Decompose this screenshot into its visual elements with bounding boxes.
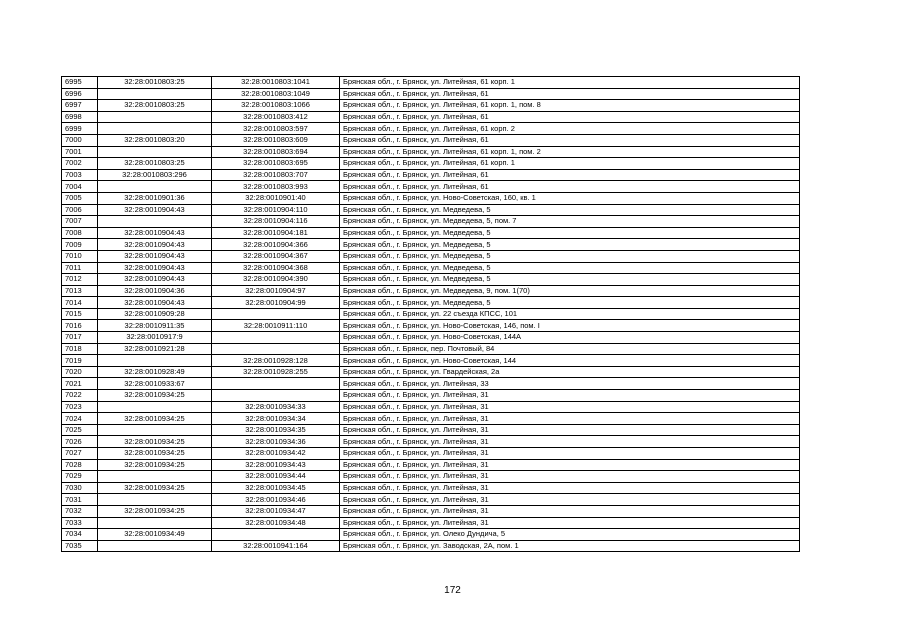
address-cell: Брянская обл., г. Брянск, пер. Почтовый, 84 — [340, 343, 800, 355]
object-number-cell — [212, 390, 340, 402]
row-number-cell: 7029 — [62, 471, 98, 483]
table-row — [62, 216, 800, 228]
object-number-cell: 32:28:0010934:33 — [212, 401, 340, 413]
row-number-cell: 6999 — [62, 123, 98, 135]
parcel-number-cell: 32:28:0010803:25 — [98, 100, 212, 112]
parcel-number-cell — [98, 401, 212, 413]
table-row — [62, 100, 800, 112]
row-number-cell: 7003 — [62, 169, 98, 181]
address-cell: Брянская обл., г. Брянск, ул. Литейная, 31 — [340, 517, 800, 529]
row-number-cell: 7010 — [62, 250, 98, 262]
table-row — [62, 401, 800, 413]
object-number-cell: 32:28:0010934:35 — [212, 424, 340, 436]
address-cell: Брянская обл., г. Брянск, ул. Медведева, 5 — [340, 239, 800, 251]
object-number-cell: 32:28:0010934:46 — [212, 494, 340, 506]
parcel-number-cell: 32:28:0010934:49 — [98, 529, 212, 541]
address-cell: Брянская обл., г. Брянск, ул. Медведева, 5 — [340, 274, 800, 286]
table-row — [62, 355, 800, 367]
parcel-number-cell — [98, 471, 212, 483]
parcel-number-cell: 32:28:0010934:25 — [98, 448, 212, 460]
object-number-cell: 32:28:0010803:609 — [212, 134, 340, 146]
address-cell: Брянская обл., г. Брянск, ул. Литейная, 61 корп. 2 — [340, 123, 800, 135]
object-number-cell: 32:28:0010904:99 — [212, 297, 340, 309]
parcel-number-cell: 32:28:0010921:28 — [98, 343, 212, 355]
row-number-cell: 7004 — [62, 181, 98, 193]
address-cell: Брянская обл., г. Брянск, ул. Медведева, 5 — [340, 297, 800, 309]
parcel-number-cell — [98, 355, 212, 367]
row-number-cell: 7026 — [62, 436, 98, 448]
table-row — [62, 413, 800, 425]
object-number-cell: 32:28:0010934:45 — [212, 482, 340, 494]
parcel-number-cell: 32:28:0010933:67 — [98, 378, 212, 390]
table-row — [62, 181, 800, 193]
row-number-cell: 7032 — [62, 505, 98, 517]
object-number-cell: 32:28:0010904:116 — [212, 216, 340, 228]
object-number-cell: 32:28:0010934:43 — [212, 459, 340, 471]
row-number-cell: 7002 — [62, 158, 98, 170]
table-row — [62, 134, 800, 146]
row-number-cell: 7006 — [62, 204, 98, 216]
address-cell: Брянская обл., г. Брянск, ул. Литейная, 31 — [340, 471, 800, 483]
object-number-cell: 32:28:0010803:412 — [212, 111, 340, 123]
object-number-cell: 32:28:0010941:164 — [212, 540, 340, 552]
parcel-number-cell: 32:28:0010934:25 — [98, 413, 212, 425]
table-row — [62, 505, 800, 517]
row-number-cell: 6998 — [62, 111, 98, 123]
object-number-cell — [212, 332, 340, 344]
table-row — [62, 227, 800, 239]
parcel-number-cell: 32:28:0010934:25 — [98, 482, 212, 494]
registry-table-body — [62, 77, 800, 552]
address-cell: Брянская обл., г. Брянск, ул. Ново-Советская, 144 — [340, 355, 800, 367]
row-number-cell: 7025 — [62, 424, 98, 436]
address-cell: Брянская обл., г. Брянск, ул. Заводская, 2А, пом. 1 — [340, 540, 800, 552]
row-number-cell: 7017 — [62, 332, 98, 344]
parcel-number-cell: 32:28:0010803:296 — [98, 169, 212, 181]
table-row — [62, 308, 800, 320]
row-number-cell: 6996 — [62, 88, 98, 100]
address-cell: Брянская обл., г. Брянск, ул. Литейная, 61 корп. 1 — [340, 158, 800, 170]
table-row — [62, 320, 800, 332]
object-number-cell: 32:28:0010803:707 — [212, 169, 340, 181]
table-row — [62, 123, 800, 135]
object-number-cell: 32:28:0010803:597 — [212, 123, 340, 135]
table-row — [62, 459, 800, 471]
address-cell: Брянская обл., г. Брянск, ул. Ново-Советская, 160, кв. 1 — [340, 192, 800, 204]
registry-table — [61, 76, 800, 552]
parcel-number-cell: 32:28:0010803:25 — [98, 158, 212, 170]
table-row — [62, 297, 800, 309]
object-number-cell: 32:28:0010928:255 — [212, 366, 340, 378]
object-number-cell: 32:28:0010901:40 — [212, 192, 340, 204]
object-number-cell: 32:28:0010934:48 — [212, 517, 340, 529]
table-row — [62, 274, 800, 286]
table-row — [62, 332, 800, 344]
table-row — [62, 169, 800, 181]
address-cell: Брянская обл., г. Брянск, ул. Литейная, 61 — [340, 111, 800, 123]
table-row — [62, 471, 800, 483]
object-number-cell: 32:28:0010803:695 — [212, 158, 340, 170]
parcel-number-cell: 32:28:0010904:43 — [98, 204, 212, 216]
address-cell: Брянская обл., г. Брянск, ул. Медведева, 5, пом. 7 — [340, 216, 800, 228]
parcel-number-cell: 32:28:0010928:49 — [98, 366, 212, 378]
row-number-cell: 7022 — [62, 390, 98, 402]
row-number-cell: 7028 — [62, 459, 98, 471]
object-number-cell: 32:28:0010904:367 — [212, 250, 340, 262]
row-number-cell: 7034 — [62, 529, 98, 541]
address-cell: Брянская обл., г. Брянск, ул. Медведева, 5 — [340, 250, 800, 262]
address-cell: Брянская обл., г. Брянск, ул. Литейная, 31 — [340, 448, 800, 460]
parcel-number-cell: 32:28:0010904:43 — [98, 227, 212, 239]
parcel-number-cell — [98, 494, 212, 506]
row-number-cell: 7014 — [62, 297, 98, 309]
row-number-cell: 7035 — [62, 540, 98, 552]
table-row — [62, 262, 800, 274]
object-number-cell — [212, 378, 340, 390]
address-cell: Брянская обл., г. Брянск, ул. Медведева, 5 — [340, 262, 800, 274]
object-number-cell: 32:28:0010904:181 — [212, 227, 340, 239]
table-row — [62, 436, 800, 448]
table-row — [62, 390, 800, 402]
row-number-cell: 7023 — [62, 401, 98, 413]
parcel-number-cell: 32:28:0010934:25 — [98, 390, 212, 402]
table-row — [62, 424, 800, 436]
object-number-cell — [212, 308, 340, 320]
object-number-cell: 32:28:0010911:110 — [212, 320, 340, 332]
parcel-number-cell: 32:28:0010901:36 — [98, 192, 212, 204]
table-row — [62, 77, 800, 89]
parcel-number-cell: 32:28:0010911:35 — [98, 320, 212, 332]
table-row — [62, 192, 800, 204]
table-row — [62, 158, 800, 170]
address-cell: Брянская обл., г. Брянск, ул. Олеко Дундича, 5 — [340, 529, 800, 541]
row-number-cell: 7020 — [62, 366, 98, 378]
object-number-cell: 32:28:0010904:97 — [212, 285, 340, 297]
address-cell: Брянская обл., г. Брянск, ул. Литейная, 33 — [340, 378, 800, 390]
row-number-cell: 7024 — [62, 413, 98, 425]
row-number-cell: 7008 — [62, 227, 98, 239]
address-cell: Брянская обл., г. Брянск, ул. Литейная, 31 — [340, 424, 800, 436]
table-row — [62, 146, 800, 158]
parcel-number-cell — [98, 216, 212, 228]
row-number-cell: 7016 — [62, 320, 98, 332]
parcel-number-cell: 32:28:0010904:36 — [98, 285, 212, 297]
address-cell: Брянская обл., г. Брянск, ул. Литейная, 31 — [340, 401, 800, 413]
parcel-number-cell — [98, 517, 212, 529]
row-number-cell: 7012 — [62, 274, 98, 286]
address-cell: Брянская обл., г. Брянск, ул. Медведева, 5 — [340, 227, 800, 239]
table-row — [62, 378, 800, 390]
object-number-cell: 32:28:0010934:36 — [212, 436, 340, 448]
parcel-number-cell: 32:28:0010904:43 — [98, 274, 212, 286]
address-cell: Брянская обл., г. Брянск, ул. Литейная, 31 — [340, 505, 800, 517]
row-number-cell: 7000 — [62, 134, 98, 146]
address-cell: Брянская обл., г. Брянск, ул. 22 съезда КПСС, 101 — [340, 308, 800, 320]
parcel-number-cell — [98, 181, 212, 193]
object-number-cell: 32:28:0010928:128 — [212, 355, 340, 367]
address-cell: Брянская обл., г. Брянск, ул. Медведева, 5 — [340, 204, 800, 216]
row-number-cell: 7007 — [62, 216, 98, 228]
object-number-cell: 32:28:0010803:993 — [212, 181, 340, 193]
parcel-number-cell — [98, 123, 212, 135]
table-row — [62, 540, 800, 552]
object-number-cell: 32:28:0010803:1041 — [212, 77, 340, 89]
address-cell: Брянская обл., г. Брянск, ул. Ново-Советская, 146, пом. I — [340, 320, 800, 332]
table-row — [62, 285, 800, 297]
table-row — [62, 494, 800, 506]
object-number-cell: 32:28:0010934:44 — [212, 471, 340, 483]
table-row — [62, 111, 800, 123]
table-row — [62, 343, 800, 355]
row-number-cell: 7030 — [62, 482, 98, 494]
address-cell: Брянская обл., г. Брянск, ул. Литейная, 61 корп. 1 — [340, 77, 800, 89]
address-cell: Брянская обл., г. Брянск, ул. Литейная, 61 — [340, 88, 800, 100]
object-number-cell — [212, 343, 340, 355]
table-row — [62, 204, 800, 216]
address-cell: Брянская обл., г. Брянск, ул. Литейная, 31 — [340, 482, 800, 494]
table-row — [62, 250, 800, 262]
object-number-cell: 32:28:0010934:34 — [212, 413, 340, 425]
address-cell: Брянская обл., г. Брянск, ул. Ново-Советская, 144А — [340, 332, 800, 344]
row-number-cell: 6995 — [62, 77, 98, 89]
parcel-number-cell: 32:28:0010803:20 — [98, 134, 212, 146]
object-number-cell: 32:28:0010803:1066 — [212, 100, 340, 112]
parcel-number-cell: 32:28:0010904:43 — [98, 239, 212, 251]
row-number-cell: 7027 — [62, 448, 98, 460]
row-number-cell: 7005 — [62, 192, 98, 204]
address-cell: Брянская обл., г. Брянск, ул. Литейная, 31 — [340, 494, 800, 506]
row-number-cell: 6997 — [62, 100, 98, 112]
table-row — [62, 239, 800, 251]
address-cell: Брянская обл., г. Брянск, ул. Литейная, 61 — [340, 181, 800, 193]
address-cell: Брянская обл., г. Брянск, ул. Гвардейская, 2а — [340, 366, 800, 378]
address-cell: Брянская обл., г. Брянск, ул. Литейная, 61 корп. 1, пом. 8 — [340, 100, 800, 112]
address-cell: Брянская обл., г. Брянск, ул. Литейная, 61 корп. 1, пом. 2 — [340, 146, 800, 158]
row-number-cell: 7021 — [62, 378, 98, 390]
object-number-cell: 32:28:0010904:110 — [212, 204, 340, 216]
parcel-number-cell: 32:28:0010917:9 — [98, 332, 212, 344]
parcel-number-cell: 32:28:0010904:43 — [98, 250, 212, 262]
row-number-cell: 7001 — [62, 146, 98, 158]
address-cell: Брянская обл., г. Брянск, ул. Литейная, 31 — [340, 459, 800, 471]
parcel-number-cell — [98, 540, 212, 552]
object-number-cell: 32:28:0010803:694 — [212, 146, 340, 158]
table-row — [62, 482, 800, 494]
address-cell: Брянская обл., г. Брянск, ул. Литейная, 61 — [340, 134, 800, 146]
table-row — [62, 88, 800, 100]
page-number: 172 — [444, 585, 461, 596]
address-cell: Брянская обл., г. Брянск, ул. Медведева, 9, пом. 1(70) — [340, 285, 800, 297]
parcel-number-cell: 32:28:0010803:25 — [98, 77, 212, 89]
parcel-number-cell: 32:28:0010934:25 — [98, 459, 212, 471]
row-number-cell: 7009 — [62, 239, 98, 251]
object-number-cell: 32:28:0010904:366 — [212, 239, 340, 251]
row-number-cell: 7019 — [62, 355, 98, 367]
object-number-cell: 32:28:0010803:1049 — [212, 88, 340, 100]
object-number-cell: 32:28:0010934:47 — [212, 505, 340, 517]
address-cell: Брянская обл., г. Брянск, ул. Литейная, 61 — [340, 169, 800, 181]
table-row — [62, 366, 800, 378]
table-row — [62, 448, 800, 460]
table-row — [62, 517, 800, 529]
parcel-number-cell: 32:28:0010904:43 — [98, 262, 212, 274]
address-cell: Брянская обл., г. Брянск, ул. Литейная, 31 — [340, 436, 800, 448]
object-number-cell: 32:28:0010934:42 — [212, 448, 340, 460]
row-number-cell: 7015 — [62, 308, 98, 320]
parcel-number-cell: 32:28:0010934:25 — [98, 436, 212, 448]
row-number-cell: 7018 — [62, 343, 98, 355]
parcel-number-cell: 32:28:0010934:25 — [98, 505, 212, 517]
object-number-cell — [212, 529, 340, 541]
row-number-cell: 7013 — [62, 285, 98, 297]
parcel-number-cell — [98, 424, 212, 436]
parcel-number-cell: 32:28:0010909:28 — [98, 308, 212, 320]
row-number-cell: 7033 — [62, 517, 98, 529]
object-number-cell: 32:28:0010904:390 — [212, 274, 340, 286]
row-number-cell: 7011 — [62, 262, 98, 274]
parcel-number-cell — [98, 146, 212, 158]
address-cell: Брянская обл., г. Брянск, ул. Литейная, 31 — [340, 413, 800, 425]
parcel-number-cell — [98, 88, 212, 100]
row-number-cell: 7031 — [62, 494, 98, 506]
parcel-number-cell: 32:28:0010904:43 — [98, 297, 212, 309]
table-row — [62, 529, 800, 541]
parcel-number-cell — [98, 111, 212, 123]
object-number-cell: 32:28:0010904:368 — [212, 262, 340, 274]
address-cell: Брянская обл., г. Брянск, ул. Литейная, 31 — [340, 390, 800, 402]
